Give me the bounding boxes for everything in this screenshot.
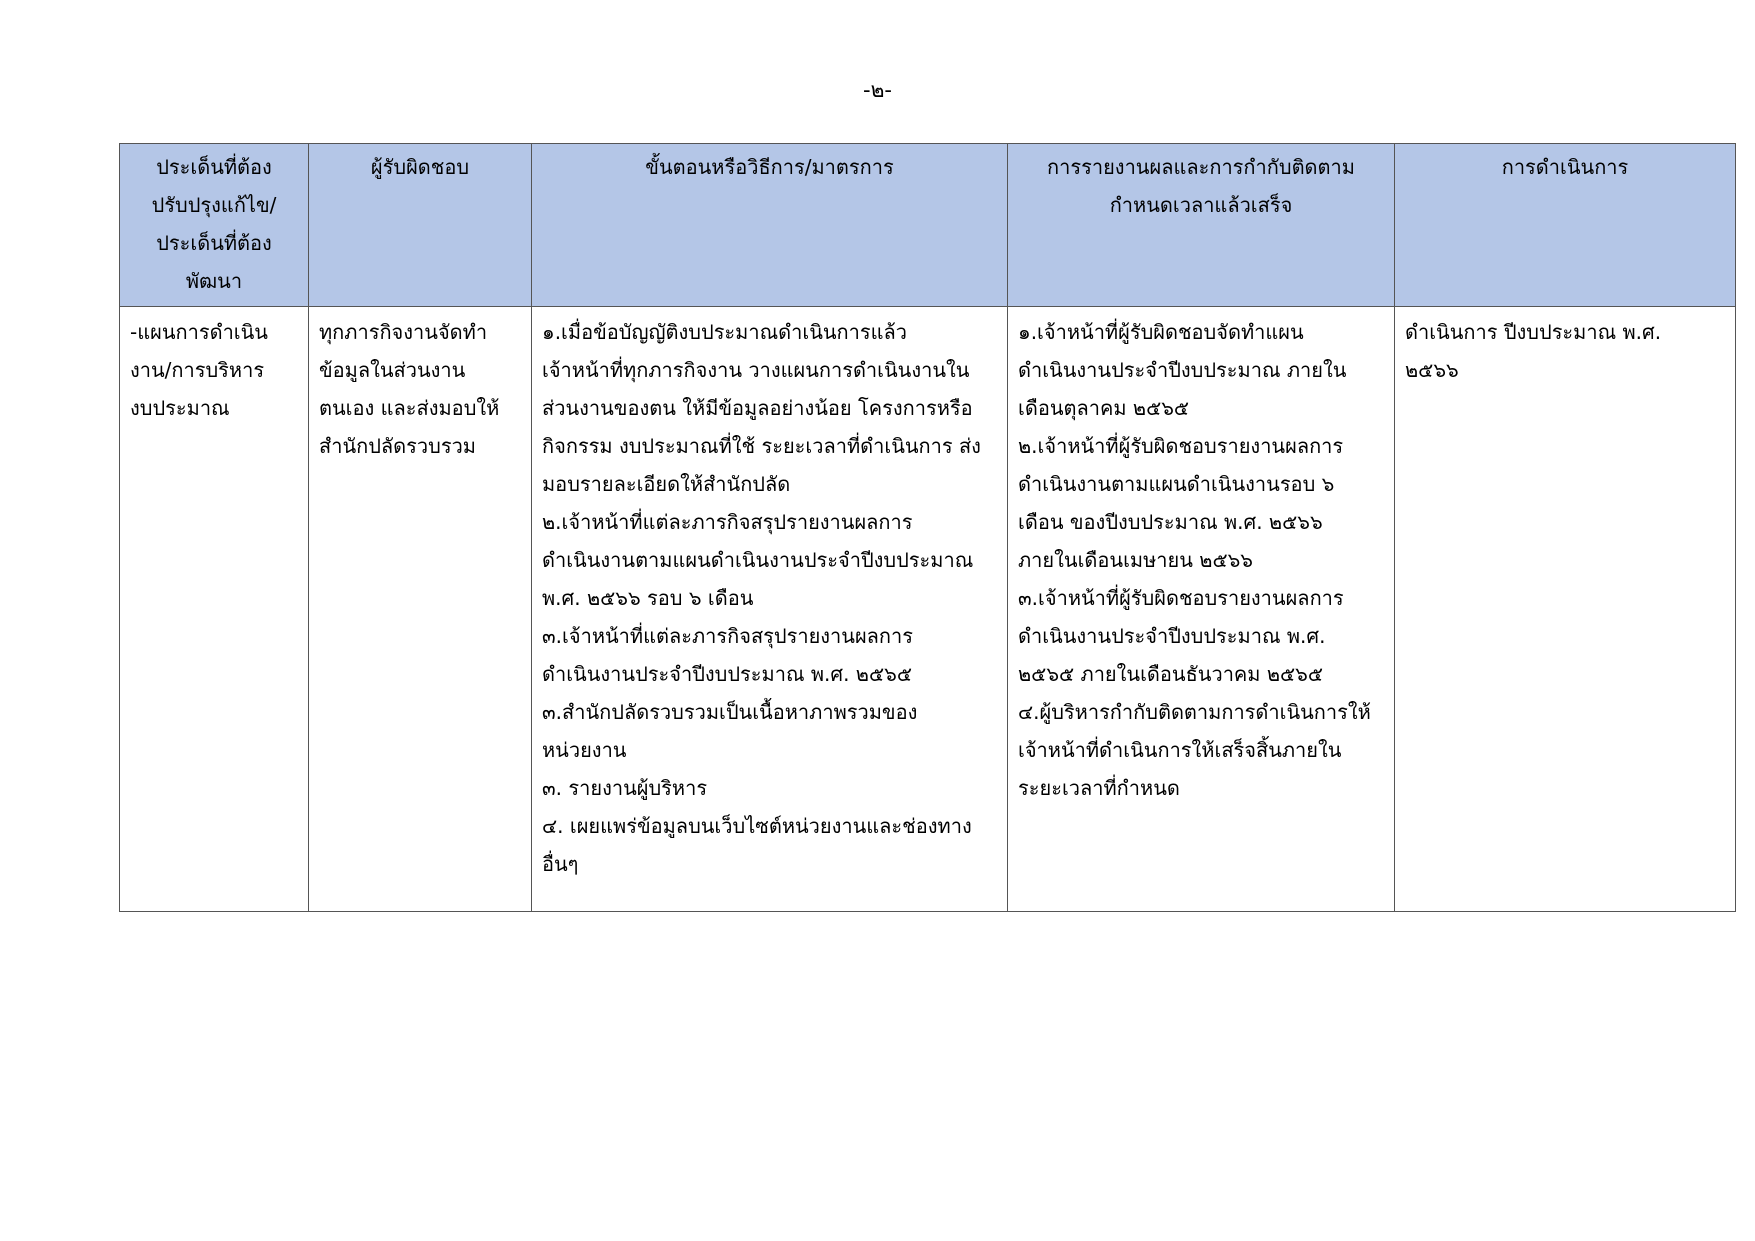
header-action: การดำเนินการ xyxy=(1395,144,1736,307)
header-steps: ขั้นตอนหรือวิธีการ/มาตรการ xyxy=(532,144,1008,307)
improvement-plan-table xyxy=(119,143,1736,912)
header-issue: ประเด็นที่ต้อง ปรับปรุงแก้ไข/ ประเด็นที่ต้อง พัฒนา xyxy=(120,144,309,307)
cell-issue: -แผนการดำเนิน งาน/การบริหาร งบประมาณ xyxy=(120,307,309,912)
page-number: -๒- xyxy=(863,78,892,102)
header-responsible: ผู้รับผิดชอบ xyxy=(309,144,532,307)
cell-action: ดำเนินการ ปีงบประมาณ พ.ศ. ๒๕๖๖ xyxy=(1395,307,1736,912)
table-header-row xyxy=(120,144,1736,307)
header-reporting: การรายงานผลและการกำกับติดตาม กำหนดเวลาแล้วเสร็จ xyxy=(1008,144,1395,307)
table-row xyxy=(120,307,1736,912)
cell-reporting: ๑.เจ้าหน้าที่ผู้รับผิดชอบจัดทำแผน ดำเนินงานประจำปีงบประมาณ ภายใน เดือนตุลาคม ๒๕๖๕ ๒.เจ้าหน้าที่ผู้รับผิดชอบรายงานผลการ ดำเนินงานตามแผนดำเนินงานรอบ ๖ เดือน ของปีงบประมาณ พ.ศ. ๒๕๖๖ ภายในเดือนเมษายน ๒๕๖๖ ๓.เจ้าหน้าที่ผู้รับผิดชอบรายงานผลการ ดำเนินงานประจำปีงบประมาณ พ.ศ. ๒๕๖๕ ภายในเดือนธันวาคม ๒๕๖๕ ๔.ผู้บริหารกำกับติดตามการดำเนินการให้ เจ้าหน้าที่ดำเนินการให้เสร็จสิ้นภายใน ระยะเวลาที่กำหนด xyxy=(1008,307,1395,912)
cell-responsible: ทุกภารกิจงานจัดทำ ข้อมูลในส่วนงาน ตนเอง และส่งมอบให้ สำนักปลัดรวบรวม xyxy=(309,307,532,912)
cell-steps: ๑.เมื่อข้อบัญญัติงบประมาณดำเนินการแล้ว เจ้าหน้าที่ทุกภารกิจงาน วางแผนการดำเนินงานใน ส่วนงานของตน ให้มีข้อมูลอย่างน้อย โครงการหรือ กิจกรรม งบประมาณที่ใช้ ระยะเวลาที่ดำเนินการ ส่ง มอบรายละเอียดให้สำนักปลัด ๒.เจ้าหน้าที่แต่ละภารกิจสรุปรายงานผลการ ดำเนินงานตามแผนดำเนินงานประจำปีงบประมาณ พ.ศ. ๒๕๖๖ รอบ ๖ เดือน ๓.เจ้าหน้าที่แต่ละภารกิจสรุปรายงานผลการ ดำเนินงานประจำปีงบประมาณ พ.ศ. ๒๕๖๕ ๓.สำนักปลัดรวบรวมเป็นเนื้อหาภาพรวมของ หน่วยงาน ๓. รายงานผู้บริหาร ๔. เผยแพร่ข้อมูลบนเว็บไซต์หน่วยงานและช่องทาง อื่นๆ xyxy=(532,307,1008,912)
